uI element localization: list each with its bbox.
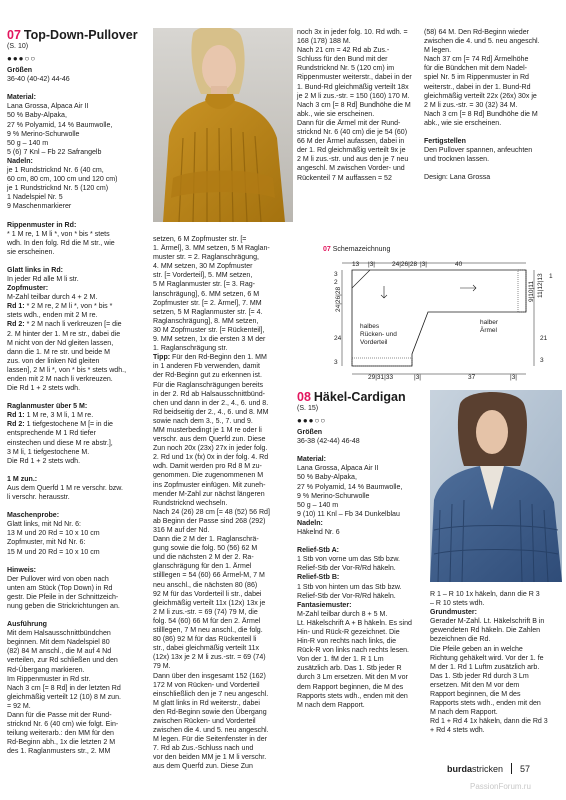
text-line: je 1 Rundstricknd Nr. 6 (40 cm, — [7, 167, 104, 175]
dim-left-3: 24|26|28 — [335, 286, 342, 312]
text-line: Die Rd 1 + 2 stets wdh. — [7, 457, 81, 465]
text-line: 66 M der Ärmel aufassen, dabei in — [297, 138, 405, 146]
section-spacer — [7, 393, 147, 402]
text-line: Relief-Stb B: — [297, 574, 340, 582]
text-line: = 92 M. — [7, 702, 31, 710]
text-line: zwischen die 4. und 5. neu angeschl. — [424, 38, 540, 46]
dim-top-5: 40 — [455, 261, 463, 268]
text-line: Raglanschrägung], 8. MM setzen, — [153, 317, 259, 325]
text-line: ersetzen. Mit den M vor dem — [430, 681, 520, 689]
text-line: ins Zopfmuster einfügen. Mit zuneh- — [153, 481, 266, 489]
section-spacer — [7, 212, 147, 221]
pattern7-title: Top-Down-Pullover — [23, 28, 138, 42]
text-line: 5 (6) 7 Knl – Fb 22 Safrangelb — [7, 148, 102, 156]
text-line: stricknd Nr. 6 (40 cm) die je 54 (60) — [297, 129, 408, 137]
text-line: mender M-Zahl zur nächst längeren — [153, 490, 265, 498]
footer-brand-rest: stricken — [472, 764, 504, 774]
text-line: setzen, 6 M Zopfmuster str. [= — [153, 236, 247, 243]
text-line: Nach 3 cm [= 8 Rd] Bundhöhe die M — [297, 101, 411, 109]
instruction-section — [7, 511, 147, 556]
text-line: Material: — [7, 94, 36, 102]
text-line: 2. Rd und 1x (fx) 0x in der folg. 4. Rd — [153, 454, 269, 462]
text-line: Rückenteil 7 M auffassen = 52 — [297, 174, 392, 182]
text-line: Nadeln: — [7, 157, 33, 165]
text-line: R 1 – R 10 1x häkeln, dann die R 3 — [430, 591, 540, 598]
text-line: neu anschl., die nächsten 80 (86) — [153, 581, 258, 589]
text-line: Raglanmuster über 5 M: — [7, 403, 88, 411]
text-line: 50 g – 140 m — [7, 139, 49, 147]
label-body-2: Rücken- und — [360, 331, 397, 338]
text-line: 27 % Polyamid, 14 % Baumwolle, — [297, 483, 403, 491]
text-line: stricknd Nr. 6 (40 cm) wie folgt. Ein- — [7, 721, 119, 729]
text-line: Nach 3 cm [= 8 Rd] Bundhöhe die M — [424, 110, 538, 118]
text-line: Die Rd 1 + 2 stets wdh. — [7, 385, 81, 393]
text-line: 9 % Merino-Schurwolle — [7, 130, 80, 138]
section-spacer — [7, 466, 147, 475]
text-line: Rd 1 + Rd 4 1x häkeln, dann die Rd 3 — [430, 718, 548, 726]
text-line: gleichmäßig verteilt 11x (12x) 13x je — [153, 599, 266, 607]
text-line: li verschr. herausstr. — [7, 494, 70, 502]
text-line: Nach 3 cm [= 8 Rd] in der letzten Rd — [7, 684, 121, 692]
text-line: Relief-Stb der Vor-R/Rd häkeln. — [297, 565, 396, 573]
text-line: M nicht von der Nd gleiten lassen, — [7, 339, 114, 347]
yellow-pullover-image — [153, 28, 293, 222]
label-sleeve-2: Ärmel — [480, 327, 497, 334]
text-line: 50 % Baby-Alpaka, — [7, 112, 67, 120]
text-line: aus dem Querfd zun. Diese Zun — [153, 763, 253, 771]
schema-label-number: 07 — [323, 246, 331, 253]
text-line: 1. Bund-Rd gleichmäßig verteilt 18x — [297, 83, 409, 91]
text-line — [297, 537, 425, 546]
text-line: 1 Stb von hinten um das Stb bzw. — [297, 583, 402, 591]
text-line: Glatt links in Rd: — [7, 266, 63, 274]
text-line: MM musterbedingt je 1 M re oder li — [153, 426, 262, 434]
text-line: (12x) 13x je 2 M li zus.-str. = 69 (74) — [153, 654, 266, 662]
text-line: Zun noch 20x (23x) 27x in jeder folg. — [153, 445, 268, 453]
difficulty-rating: ●●●○○ — [7, 54, 37, 64]
section-spacer — [7, 611, 147, 620]
text-line: angeschl. M zwischen Vorder- und — [297, 165, 405, 173]
text-line: Rundstricknd Nr. 5 (120 cm) im — [297, 65, 395, 73]
label-body-3: Vorderteil — [360, 339, 388, 346]
text-line: Dann die 2 M der 1. Raglanschrä- — [153, 536, 259, 544]
instruction-section — [7, 93, 147, 211]
dim-top-2: |3| — [368, 261, 375, 268]
schema-label-text: Schemazeichnung — [332, 246, 391, 253]
text-line: Nach 37 cm [= 74 Rd] Ärmelhöhe — [424, 56, 529, 64]
text-line: 50 g – 140 m — [297, 501, 339, 509]
text-line: M legen. Für die Seitenfenster in der — [153, 736, 267, 744]
knitting-schematic — [330, 258, 560, 382]
text-line: 9 (10) 11 Knl – Fb 34 Dunkelblau — [297, 510, 400, 518]
footer-divider — [511, 763, 512, 774]
section-spacer — [7, 557, 147, 566]
dim-bottom-2: |3| — [414, 374, 421, 381]
text-line: Grundmuster: — [430, 609, 477, 617]
text-line: abk., wie sie erscheinen. — [424, 119, 502, 127]
text-line: 1 M zun.: — [7, 475, 38, 483]
text-line: 5 M Raglanmuster str. [= 3. Rag- — [153, 281, 256, 289]
dim-top-3: 24|26|28 — [392, 261, 418, 268]
text-line: Glatt links, mit Nd Nr. 6: — [7, 521, 82, 529]
pattern7-left-column — [7, 28, 147, 765]
text-line: vor den beiden MM je 1 M li verschr. — [153, 754, 267, 762]
text-line: 60 cm, 80 cm, 100 cm und 120 cm) — [7, 176, 118, 184]
text-line: Aus dem Querfd 1 M re verschr. bzw. — [7, 484, 123, 492]
text-line: M glatt links in Rd weiterstr., dabei — [153, 699, 260, 707]
pattern7-instructions — [7, 66, 147, 765]
text-line: str., dabei gleichmäßig verteilt 11x — [153, 645, 260, 653]
page-footer — [447, 763, 530, 774]
text-line: Rippenmuster in Rd: — [7, 221, 77, 229]
text-line: Größen — [297, 429, 323, 437]
text-line: Rd-Übergang markieren. — [7, 666, 85, 674]
text-line: stilllegen, 7 M neu anschl., die folg. — [153, 627, 263, 635]
instruction-section — [7, 266, 147, 393]
text-line: zus. von der linken Nd gleiten — [7, 357, 100, 365]
watermark: PassionForum.ru — [470, 782, 531, 791]
text-line: wdh. Damit werden pro Rd 8 M zu- — [153, 463, 262, 471]
pattern8-column-b — [430, 590, 562, 736]
text-line: 9 Maschenmarkierer — [7, 203, 72, 211]
text-line: dem Rapport beginnen, die M des — [297, 683, 404, 691]
text-line: Rd 1: * 2 M re, 2 M li *, von * bis * — [7, 303, 113, 311]
dim-bottom-1: 29|31|33 — [368, 374, 394, 381]
text-line: 80 (86) 92 M für das Rückenteil li — [153, 636, 257, 644]
text-line: Größen — [7, 67, 33, 75]
text-line: 1 Nadelspiel Nr. 5 — [7, 194, 63, 202]
pattern7-column-2 — [153, 235, 293, 772]
pattern8-column-a — [297, 390, 425, 710]
text-line: Nach 21 cm = 42 Rd ab Zus.- — [297, 47, 390, 55]
text-line: M-Zahl teilbar durch 8 + 5 M. — [297, 610, 388, 618]
text-line: Rundstricknd wechseln. — [153, 499, 228, 507]
pattern7-column-3 — [297, 28, 419, 183]
text-line: 2. M hinter der 1. M re str., dabei die — [7, 330, 121, 338]
pattern8-page-ref: (S. 15) — [297, 405, 319, 412]
text-line: folg. 54 (60) 66 M für den 2. Ärmel — [153, 617, 261, 625]
text-line: noch 3x in jeder folg. 10. Rd wdh. = — [297, 29, 408, 36]
text-line: in der 2. Rd ab Halsausschnittbünd- — [153, 390, 266, 398]
text-line: 1. Raglanschrägung str. — [153, 345, 228, 353]
text-line: des 1. Raglanmusters str., 2. MM — [7, 748, 111, 756]
dim-right-2: 11|12|13 — [537, 273, 544, 298]
text-line: Hin-R von rechts nach links, die — [297, 638, 397, 646]
text-line: Rd 2: 1 tiefgestochene M [= in die — [7, 421, 113, 429]
text-line: Richtung gehäkelt wird. Vor der 1. fe — [430, 654, 544, 662]
text-line — [297, 446, 425, 455]
text-line: genommen. Die zugenommenen M — [153, 472, 264, 480]
pattern7-number: 07 — [7, 28, 21, 42]
text-line: Relief-Stb der Vor-R/Rd häkeln. — [297, 592, 396, 600]
dim-left-4: 24 — [334, 335, 342, 342]
text-line: Rd 2: * 2 M nach li verkreuzen [= die — [7, 321, 122, 329]
photo-blue-cardigan — [430, 390, 562, 582]
dim-bottom-4: |3| — [510, 374, 517, 381]
text-line: 2 M li zus.-str. und aus den je 7 neu — [297, 156, 409, 164]
text-line: Der Pullover wird von oben nach — [7, 575, 109, 583]
dim-left-5: 3 — [334, 359, 338, 366]
text-line: 7. Rd ab Zus.-Schluss nach und — [153, 745, 254, 753]
instruction-section — [7, 620, 147, 756]
text-line: der Rd-Beginn gut zu erkennen ist. — [153, 372, 262, 380]
text-line: zwischen die 4. und 5. neu angeschl. — [153, 727, 269, 735]
text-line: einschließlich den je 7 neu angeschl. — [153, 690, 269, 698]
text-line: und die nächsten 2 M der 2. Ra- — [153, 554, 254, 562]
text-line: 1. Ärmel], 3. MM setzen, 5 M Raglan- — [153, 245, 270, 253]
pattern7-page-ref: (S. 10) — [7, 43, 29, 50]
footer-brand: burda — [447, 764, 473, 774]
text-line: zwischen Rücken- und Vorderteil — [153, 717, 256, 725]
text-line: In jeder Rd alle M li str. — [7, 275, 79, 283]
text-line: 9. MM setzen, 1x die ersten 3 M der — [153, 336, 266, 344]
blue-cardigan-image — [430, 390, 562, 582]
text-line: Von der 1. fM der 1. R 1 Lm — [297, 656, 384, 664]
text-line: Gerader M-Zahl. Lt. Häkelschrift B in — [430, 618, 545, 626]
section-spacer — [7, 84, 147, 93]
text-line: 15 M und 20 Rd = 10 x 10 cm — [7, 548, 100, 556]
text-line: dann die 1. M re str. und beide M — [7, 348, 111, 356]
text-line: M der 1. Rd 1 Luftm zusätzlich arb. — [430, 663, 540, 671]
schema-label — [323, 246, 390, 253]
dim-right-4: 21 — [540, 335, 548, 342]
instruction-section — [7, 66, 147, 84]
text-line: Fantasiemuster: — [297, 601, 352, 609]
text-line: Für die Raglanschrägungen bereits — [153, 381, 264, 389]
dim-right-3: 1 — [549, 273, 553, 280]
text-line: M legen. — [424, 47, 452, 55]
text-line: M nach dem Rapport. — [297, 701, 365, 709]
pattern8-title: Häkel-Cardigan — [313, 390, 406, 404]
text-line: für die Bündchen mit dem Nadel- — [424, 65, 528, 73]
dim-right-1: 9|10|11 — [528, 281, 535, 302]
label-body-1: halbes — [360, 323, 380, 330]
text-line: den Rd-Beginn sowie den Übergang — [153, 708, 267, 716]
text-line: der 1. Rd gleichmäßig verteilt 9x je — [297, 147, 406, 155]
text-line: ab Beginn der Passe sind 268 (292) — [153, 517, 266, 525]
text-line: Lana Grossa, Alpaca Air II — [297, 465, 379, 473]
text-line: und trocknen lassen. — [424, 156, 490, 164]
text-line: durch 3 Lm ersetzen. Mit den M vor — [297, 674, 408, 682]
text-line: je 1 Rundstricknd Nr. 5 (120 cm) — [7, 185, 109, 193]
text-line: Nach 24 (26) 28 cm [= 48 (52) 56 Rd] — [153, 508, 270, 516]
text-line: Im Rippenmuster in Rd str. — [7, 675, 91, 683]
text-line: Dann für die Passe mit der Rund- — [7, 712, 112, 719]
text-line: gung sowie die folg. 50 (56) 62 M — [153, 545, 258, 553]
text-line: Tipp: Für den Rd-Beginn den 1. MM — [153, 354, 267, 362]
text-line: 168 (178) 188 M. — [297, 38, 351, 46]
text-line: lanschrägung], 6. MM setzen, 6 M — [153, 290, 260, 298]
instruction-section — [7, 475, 147, 502]
text-line: + Rd 4 stets wdh. — [430, 727, 485, 735]
text-line: Relief-Stb A: — [297, 547, 340, 555]
text-line: Häkelnd Nr. 6 — [297, 529, 340, 537]
instruction-section — [7, 402, 147, 466]
text-line: 2 M li zus.-str. = 69 (74) 79 M, die — [153, 608, 258, 616]
text-line: 1 Stb von vorne um das Stb bzw. — [297, 556, 401, 564]
text-line: abk., wie sie erscheinen. — [297, 110, 375, 118]
text-line: teilung weiterarb.: den MM für den — [7, 730, 114, 738]
text-line: bezeichnen die Rd. — [430, 636, 491, 644]
text-line: 36-38 (42-44) 46-48 — [297, 438, 360, 446]
text-line: 9 % Merino-Schurwolle — [297, 492, 370, 500]
text-line: Design: Lana Grossa — [424, 174, 491, 182]
text-line: gestr. Die Pfeile in der Schnittzeich- — [7, 593, 119, 601]
instruction-section — [7, 221, 147, 257]
text-line: Rd-Beginn abh., 1x die letzten 2 M — [7, 739, 116, 747]
text-line: Mit dem Halsausschnittbündchen — [7, 630, 111, 638]
text-line: Zopfmuster str. [= 2. Ärmel], 7. MM — [153, 299, 262, 307]
text-line: 79 M. — [153, 663, 171, 671]
text-line: (82) 84 M anschl., die M auf 4 Nd — [7, 648, 112, 656]
dim-top-4: |3| — [420, 261, 427, 268]
text-line: 3 M li, 1 tiefgestochene M. — [7, 448, 90, 456]
instruction-section — [7, 566, 147, 611]
text-line: Rapports stets wdh., enden mit den — [430, 700, 541, 708]
text-line: Nadeln: — [297, 519, 323, 527]
text-line: M nach dem Rapport. — [430, 709, 498, 717]
text-line: Schluss für den Bund mit der — [297, 56, 388, 64]
text-line: je 2 M li zus.-str. = 150 (160) 170 M. — [297, 92, 410, 100]
dim-left-2: 2 — [334, 279, 338, 286]
text-line: 2 M li zus.-str. = 30 (32) 34 M. — [424, 101, 518, 109]
pattern7-heading — [7, 28, 147, 42]
text-line — [424, 128, 562, 137]
label-sleeve-1: halber — [480, 319, 499, 326]
text-line: 172 M von Rücken- und Vorderteil — [153, 681, 260, 689]
text-line: zusätzlich arb. Das 1. Stb jeder R — [297, 665, 402, 673]
text-line: Rapports stets wdh., enden mit den — [297, 692, 408, 700]
text-line: gleichmäßig verteilt 22x (26x) 30x je — [424, 92, 537, 100]
text-line: Den Pullover spannen, anfeuchten — [424, 147, 533, 155]
text-line: 92 M für das Vorderteil li str., dabei — [153, 590, 262, 598]
text-line: 27 % Polyamid, 14 % Baumwolle, — [7, 121, 113, 129]
text-line: Rippenmuster weiterstr., dabei in der — [297, 74, 412, 82]
dim-top-1: 13 — [352, 261, 360, 268]
text-line: * 1 M re, 1 M li *, von * bis * stets — [7, 230, 110, 238]
text-line: spiel Nr. 5 im Rippenmuster in Rd — [424, 74, 529, 82]
text-line: Ausführung — [7, 621, 47, 629]
text-line: Rapport beginnen, die M des — [430, 691, 521, 699]
text-line: verschr. aus dem Querfd zun. Diese — [153, 436, 266, 444]
text-line: stets wdh., enden mit 2 M re. — [7, 312, 98, 320]
text-line: nung geben die Strickrichtungen an. — [7, 602, 120, 610]
text-line: – R 10 stets wdh. — [430, 600, 485, 608]
text-line — [424, 164, 562, 173]
text-line: verteilen, zur Rd schließen und den — [7, 657, 118, 665]
text-line: stilllegen = 54 (60) 66 Ärmel-M, 7 M — [153, 572, 265, 580]
text-line: Dann über den insgesamt 152 (162) — [153, 672, 266, 680]
text-line: muster str. = 2. Raglanschrägung, — [153, 254, 259, 262]
dim-bottom-3: 37 — [468, 374, 476, 381]
text-line: Rück-R von links nach rechts lesen. — [297, 647, 410, 655]
section-spacer — [7, 502, 147, 511]
pattern8-difficulty-rating: ●●●○○ — [297, 416, 327, 426]
text-line: sowie nach dem 3., 5., 7. und 9. — [153, 417, 253, 425]
text-line: Lana Grossa, Alpaca Air II — [7, 103, 89, 111]
text-line: gewendeten Rd häkeln. Die Zahlen — [430, 627, 541, 635]
text-line: Fertigstellen — [424, 138, 466, 146]
text-line: Zopfmuster: — [7, 285, 49, 293]
text-line: Rd 1: 1 M re, 3 M li, 1 M re. — [7, 412, 94, 420]
page-number: 57 — [520, 764, 531, 774]
text-line: M-Zahl teilbar durch 4 + 2 M. — [7, 294, 98, 302]
text-line: setzen, 5 M Raglanmuster str. [= 4. — [153, 308, 263, 316]
text-line: str. [= Vorderteil], 5. MM setzen, — [153, 272, 253, 280]
text-line: wdh. In den folg. Rd die M str., wie — [7, 239, 115, 247]
photo-yellow-pullover — [153, 28, 293, 222]
text-line: 316 M auf der Nd. — [153, 527, 210, 534]
text-line: Das 1. Stb jeder Rd durch 3 Lm — [430, 672, 529, 680]
text-line: gleichmäßig verteilt 12 (10) 8 M zun. — [7, 693, 121, 701]
text-line: Zopfmuster, mit Nd Nr. 6: — [7, 539, 86, 547]
text-line: einstechen und diese M re abstr.], — [7, 439, 113, 447]
pattern8-heading — [297, 390, 425, 404]
text-line: Dann für die Ärmel mit der Rund- — [297, 119, 401, 127]
text-line: weiterstr., dabei in der 1. Bund-Rd — [424, 83, 531, 91]
text-line: (58) 64 M. Den Rd-Beginn wieder — [424, 29, 529, 36]
dim-left-1: 3 — [334, 271, 338, 278]
text-line: Rd beidseitig der 2., 4., 6. und 8. MM — [153, 408, 269, 416]
text-line: Material: — [297, 456, 326, 464]
text-line: Die Pfeile geben an in welche — [430, 645, 523, 653]
text-line: Hinweis: — [7, 566, 36, 574]
text-line: 36-40 (40-42) 44-46 — [7, 76, 70, 84]
section-spacer — [7, 756, 147, 765]
text-line: glanschrägung für den 1. Ärmel — [153, 563, 252, 571]
dim-right-5: 3 — [540, 357, 544, 364]
text-line: 50 % Baby-Alpaka, — [297, 474, 357, 482]
text-line: chen und dann in der 2., 4., 6. und 8. — [153, 399, 269, 407]
text-line: lassen], 2 M li *, von * bis * stets wdh., — [7, 366, 127, 374]
text-line: Lt. Häkelschrift A + B häkeln. Es sind — [297, 619, 412, 627]
text-line: 4. MM setzen, 30 M Zopfmuster — [153, 263, 253, 271]
text-line: entsprechende M 1 Rd tiefer — [7, 430, 96, 438]
section-spacer — [7, 257, 147, 266]
pattern8-instructions-a — [297, 428, 425, 710]
text-line: 13 M und 20 Rd = 10 x 10 cm — [7, 530, 100, 538]
text-line: unten am Stück (Top Down) in Rd — [7, 584, 113, 592]
pattern7-column-4 — [424, 28, 562, 182]
text-line: enden mit 2 M nach li verkreuzen. — [7, 376, 113, 383]
text-line: Hin- und Rück-R gezeichnet. Die — [297, 628, 400, 636]
text-line: Maschenprobe: — [7, 512, 60, 520]
text-line: 30 M Zopfmuster str. [= Rückenteil], — [153, 326, 265, 334]
text-line: in 1 anderen Fb verwenden, damit — [153, 363, 260, 371]
pattern8-number: 08 — [297, 390, 311, 404]
text-line: beginnen. Mit dem Nadelspiel 80 — [7, 639, 110, 647]
text-line: sie erscheinen. — [7, 248, 55, 256]
